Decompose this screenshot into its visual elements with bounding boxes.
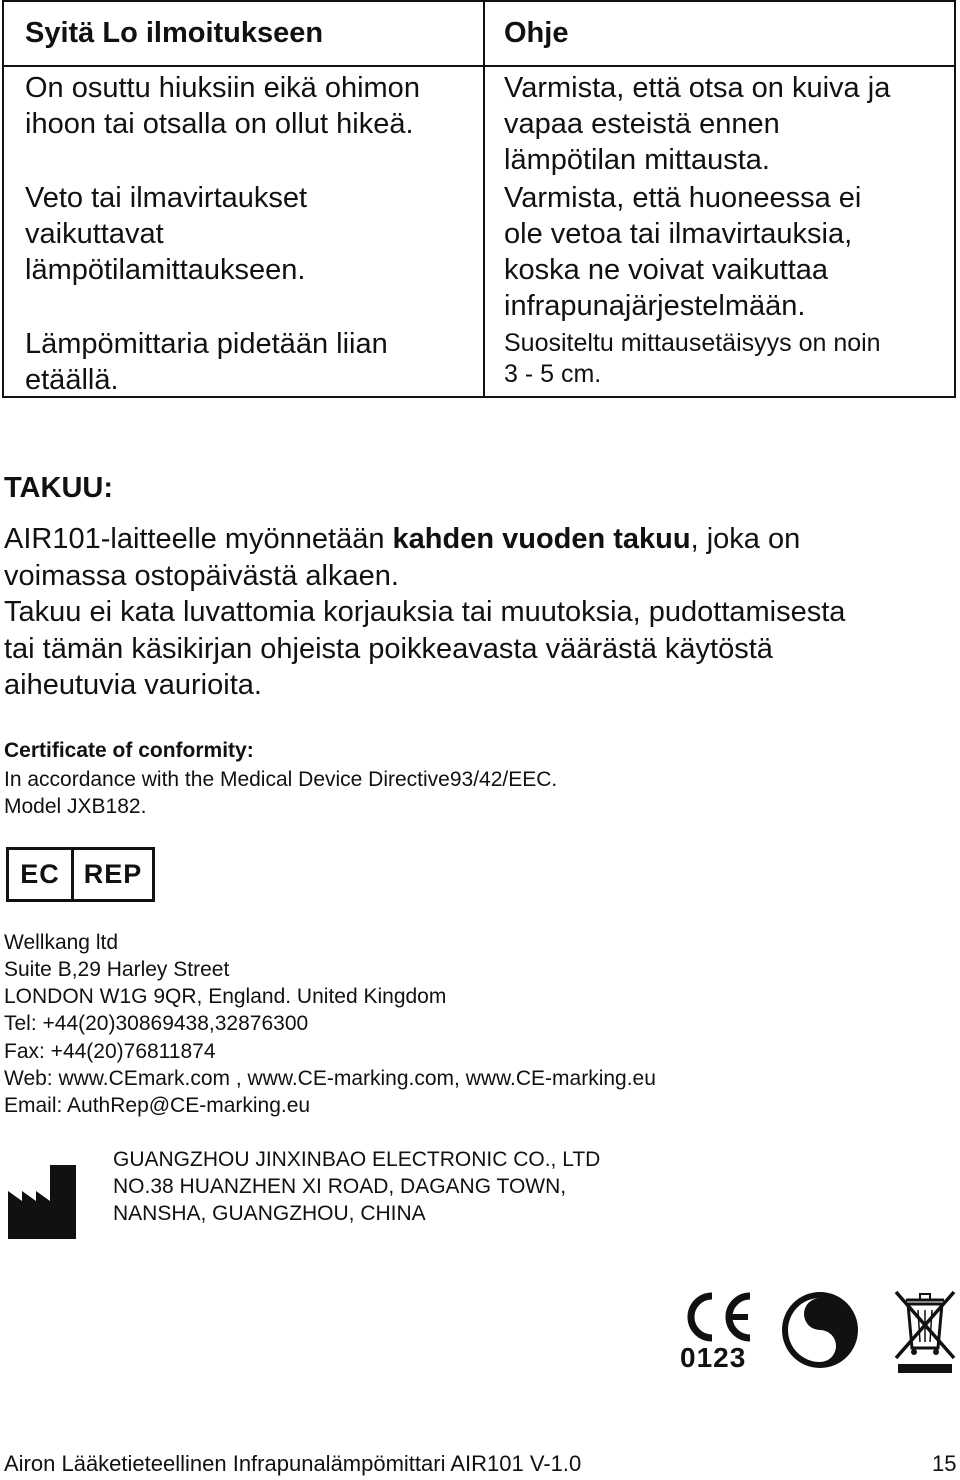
ec-rep-symbol <box>6 847 155 902</box>
cause-line: Lämpömittaria pidetään liian <box>25 328 388 360</box>
instruction-line: lämpötilan mittausta. <box>504 144 770 176</box>
representative-address-line: Suite B,29 Harley Street <box>4 958 230 981</box>
representative-email: Email: AuthRep@CE-marking.eu <box>4 1094 311 1117</box>
certificate-line: In accordance with the Medical Device Directive93/42/EEC. <box>4 768 558 791</box>
table-header-divider <box>4 65 954 67</box>
instruction-line: koska ne voivat vaikuttaa <box>504 254 829 286</box>
warranty-paragraph-line: voimassa ostopäivästä alkaen. <box>4 560 399 592</box>
cause-line: Veto tai ilmavirtaukset <box>25 182 308 214</box>
manufacturer-icon <box>6 1161 78 1241</box>
representative-phone: Tel: +44(20)30869438,32876300 <box>4 1012 309 1035</box>
warranty-text: , joka on <box>690 523 801 555</box>
page-number: 15 <box>932 1451 957 1476</box>
manufacturer-name: GUANGZHOU JINXINBAO ELECTRONIC CO., LTD <box>113 1148 601 1171</box>
manufacturer-address-line: NO.38 HUANZHEN XI ROAD, DAGANG TOWN, <box>113 1175 567 1198</box>
warranty-paragraph-line: Takuu ei kata luvattomia korjauksia tai muutoksia, pudottamisesta <box>4 596 846 628</box>
representative-address-line: LONDON W1G 9QR, England. United Kingdom <box>4 985 447 1008</box>
ce-notified-body-number: 0123 <box>680 1342 747 1373</box>
footer-title: Airon Lääketieteellinen Infrapunalämpömittari AIR101 V-1.0 <box>4 1451 582 1476</box>
instruction-line: Varmista, että huoneessa ei <box>504 182 862 214</box>
instruction-line: Varmista, että otsa on kuiva ja <box>504 72 891 104</box>
table-header-instructions: Ohje <box>504 17 569 49</box>
ec-rep-ec-label: EC <box>9 850 74 899</box>
green-dot-icon <box>780 1290 860 1370</box>
instruction-small-line: Suositeltu mittausetäisyys on noin <box>504 329 881 357</box>
warranty-paragraph-line: tai tämän käsikirjan ohjeista poikkeavasta väärästä käytöstä <box>4 633 773 665</box>
ec-rep-rep-label: REP <box>83 859 143 889</box>
warranty-paragraph-line <box>4 521 800 558</box>
cause-line: ihoon tai otsalla on ollut hikeä. <box>25 108 414 140</box>
warranty-paragraph-line: aiheutuvia vaurioita. <box>4 669 262 701</box>
instruction-line: vapaa esteistä ennen <box>504 108 780 140</box>
instruction-small-line: 3 - 5 cm. <box>504 360 602 388</box>
weee-bin-icon <box>892 1288 958 1374</box>
manufacturer-address-line: NANSHA, GUANGZHOU, CHINA <box>113 1202 426 1225</box>
representative-fax: Fax: +44(20)76811874 <box>4 1040 216 1063</box>
cause-line: lämpötilamittaukseen. <box>25 254 306 286</box>
representative-name: Wellkang ltd <box>4 931 119 954</box>
certificate-line: Model JXB182. <box>4 795 147 818</box>
representative-web: Web: www.CEmark.com , www.CE-marking.com, www.CE-marking.eu <box>4 1067 656 1090</box>
cause-line: etäällä. <box>25 364 119 396</box>
cause-line: vaikuttavat <box>25 218 164 250</box>
troubleshooting-table <box>2 0 956 398</box>
warranty-text: AIR101-laitteelle myönnetään <box>4 523 393 555</box>
warranty-emphasis: kahden vuoden takuu <box>392 523 691 555</box>
certificate-title: Certificate of conformity: <box>4 739 254 762</box>
table-header-causes: Syitä Lo ilmoitukseen <box>25 17 324 49</box>
table-column-divider <box>483 2 485 396</box>
instruction-line: infrapunajärjestelmään. <box>504 290 806 322</box>
cause-line: On osuttu hiuksiin eikä ohimon <box>25 72 420 104</box>
instruction-line: ole vetoa tai ilmavirtauksia, <box>504 218 853 250</box>
warranty-title: TAKUU: <box>4 472 113 504</box>
